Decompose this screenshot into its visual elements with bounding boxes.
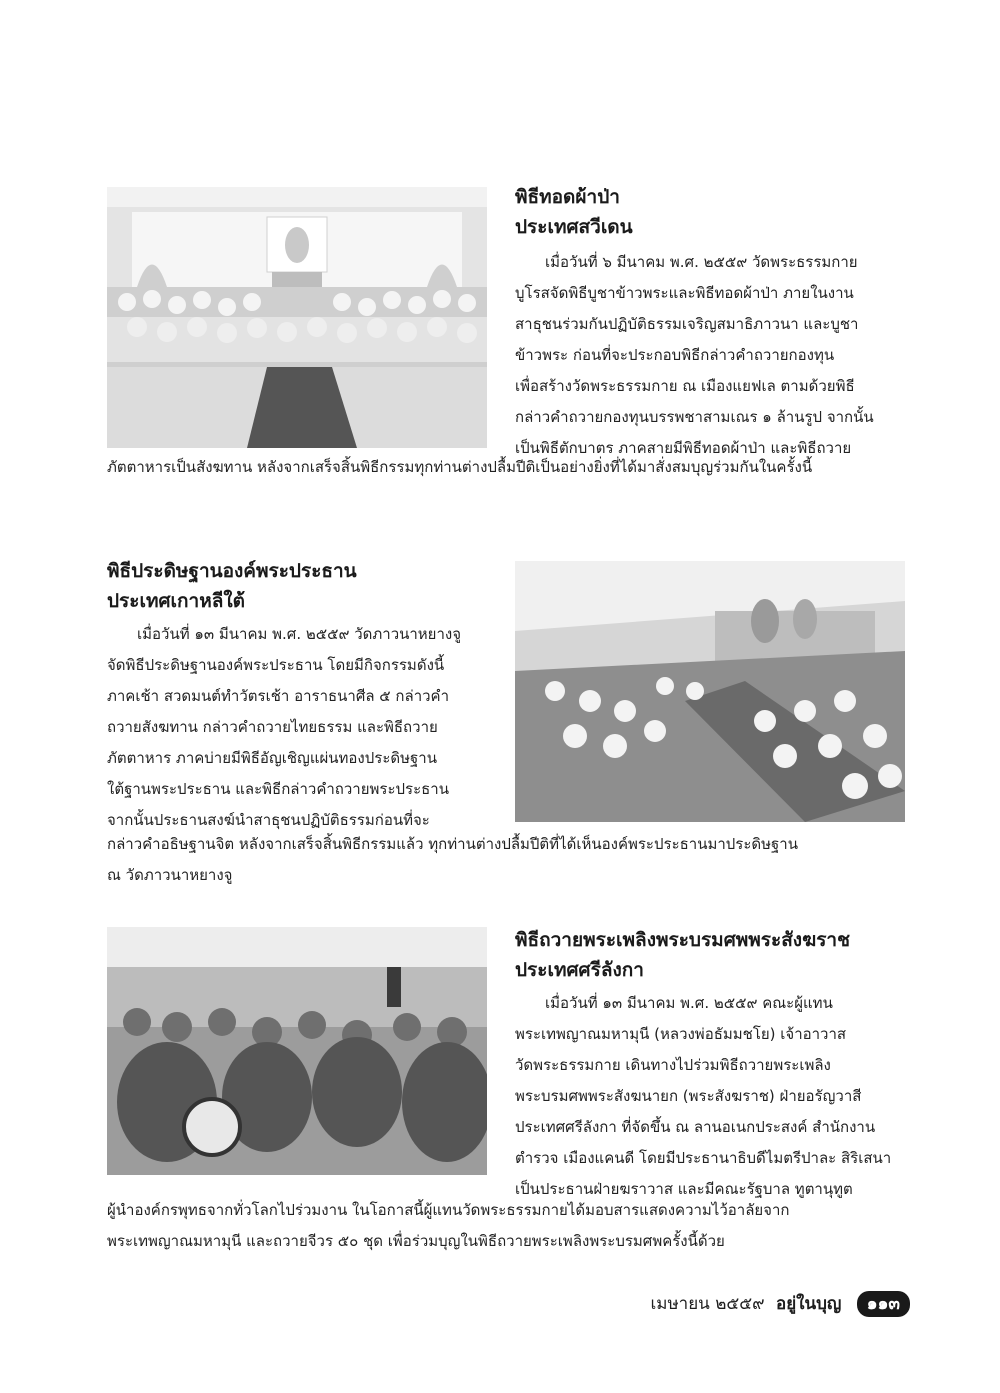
section-title-korea: [107, 556, 357, 616]
photo-sweden-illustration: [107, 187, 487, 448]
body-line: ภัตตาหาร ภาคบ่ายมีพิธีอัญเชิญแผ่นทองประดิษฐาน: [107, 749, 437, 767]
body-line: พระเทพญาณมหามุนี และถวายจีวร ๕๐ ชุด เพื่อร่วมบุญในพิธีถวายพระเพลิงพระบรมศพครั้งนี้ด้วย: [107, 1232, 725, 1250]
body-line: วัดพระธรรมกาย เดินทางไปร่วมพิธีถวายพระเพลิง: [515, 1056, 831, 1074]
photo-srilanka-ceremony: [107, 927, 487, 1175]
body-line: เป็นประธานฝ่ายฆราวาส และมีคณะรัฐบาล ทูตานุทูต: [515, 1180, 853, 1198]
section-body-korea: [107, 619, 492, 836]
body-line: บูโรสจัดพิธีบูชาข้าวพระและพิธีทอดผ้าป่า ภายในงาน: [515, 284, 854, 302]
body-line: พระบรมศพพระสังฆนายก (พระสังฆราช) ฝ่ายอรัญวาสี: [515, 1087, 862, 1105]
page-footer: [650, 1290, 910, 1318]
title-line: พิธีทอดผ้าป่า: [515, 186, 620, 208]
body-line: ใต้ฐานพระประธาน และพิธีกล่าวคำถวายพระประธาน: [107, 780, 449, 798]
body-line: ภาคเช้า สวดมนต์ทำวัตรเช้า อาราธนาศีล ๕ กล่าวคำ: [107, 687, 449, 705]
body-line: เมื่อวันที่ ๖ มีนาคม พ.ศ. ๒๕๕๙ วัดพระธรรมกาย: [545, 253, 858, 271]
photo-sweden-ceremony: [107, 187, 487, 448]
body-line: จากนั้นประธานสงฆ์นำสาธุชนปฏิบัติธรรมก่อนที่จะ: [107, 811, 430, 829]
body-line: เป็นพิธีตักบาตร ภาคสายมีพิธีทอดผ้าป่า และพิธีถวาย: [515, 439, 852, 457]
title-line: ประเทศศรีลังกา: [515, 959, 644, 981]
photo-srilanka-illustration: [107, 927, 487, 1175]
photo-korea-illustration: [515, 561, 905, 822]
body-line: เพื่อสร้างวัดพระธรรมกาย ณ เมืองแยฟเล ตามด้วยพิธี: [515, 377, 855, 395]
body-line: ผู้นำองค์กรพุทธจากทั่วโลกไปร่วมงาน ในโอกาสนี้ผู้แทนวัดพระธรรมกายได้มอบสารแสดงความไว้อาลัยจาก: [107, 1201, 790, 1219]
section-title-sweden: [515, 182, 633, 242]
body-line: ถวายสังฆทาน กล่าวคำถวายไทยธรรม และพิธีถวาย: [107, 718, 438, 736]
body-line: ณ วัดภาวนาหยางจู: [107, 866, 233, 884]
body-line: เมื่อวันที่ ๑๓ มีนาคม พ.ศ. ๒๕๕๙ คณะผู้แทน: [545, 994, 833, 1012]
section-body-srilanka: [515, 988, 905, 1205]
body-line: พระเทพญาณมหามุนี (หลวงพ่อธัมมชโย) เจ้าอาวาส: [515, 1025, 847, 1043]
section-body-sweden-wide: [107, 452, 907, 483]
body-line: ภัตตาหารเป็นสังฆทาน หลังจากเสร็จสิ้นพิธีกรรมทุกท่านต่างปลื้มปีติเป็นอย่างยิ่งที่ได้มาสั่งสมบุญร่วมกันในครั้งนี้: [107, 458, 813, 476]
body-line: กล่าวคำถวายกองทุนบรรพชาสามเณร ๑ ล้านรูป จากนั้น: [515, 408, 874, 426]
body-line: กล่าวคำอธิษฐานจิต หลังจากเสร็จสิ้นพิธีกรรมแล้ว ทุกท่านต่างปลื้มปีติที่ได้เห็นองค์พระประธานมาประดิษฐาน: [107, 835, 798, 853]
body-line: ประเทศศรีลังกา ที่จัดขึ้น ณ ลานอเนกประสงค์ สำนักงาน: [515, 1118, 876, 1136]
footer-magazine-title: อยู่ในบุญ: [776, 1294, 842, 1314]
body-line: ตำรวจ เมืองแคนดี โดยมีประธานาธิบดีไมตรีปาละ สิริเสนา: [515, 1149, 892, 1167]
title-line: พิธีถวายพระเพลิงพระบรมศพพระสังฆราช: [515, 929, 850, 951]
section-body-korea-wide: [107, 829, 907, 891]
body-line: ข้าวพระ ก่อนที่จะประกอบพิธีกล่าวคำถวายกองทุน: [515, 346, 835, 364]
title-line: ประเทศเกาหลีใต้: [107, 590, 246, 612]
section-title-srilanka: [515, 925, 850, 985]
footer-month-year: เมษายน ๒๕๕๙: [650, 1294, 765, 1314]
title-line: ประเทศสวีเดน: [515, 216, 633, 238]
body-line: เมื่อวันที่ ๑๓ มีนาคม พ.ศ. ๒๕๕๙ วัดภาวนาหยางจู: [137, 625, 462, 643]
title-line: พิธีประดิษฐานองค์พระประธาน: [107, 560, 357, 582]
body-line: จัดพิธีประดิษฐานองค์พระประธาน โดยมีกิจกรรมดังนี้: [107, 656, 445, 674]
photo-korea-ceremony: [515, 561, 905, 822]
body-line: สาธุชนร่วมกันปฏิบัติธรรมเจริญสมาธิภาวนา และบูชา: [515, 315, 859, 333]
section-body-srilanka-wide: [107, 1195, 907, 1257]
page-number-badge: ๑๑๓: [857, 1291, 910, 1317]
section-body-sweden: [515, 247, 905, 464]
